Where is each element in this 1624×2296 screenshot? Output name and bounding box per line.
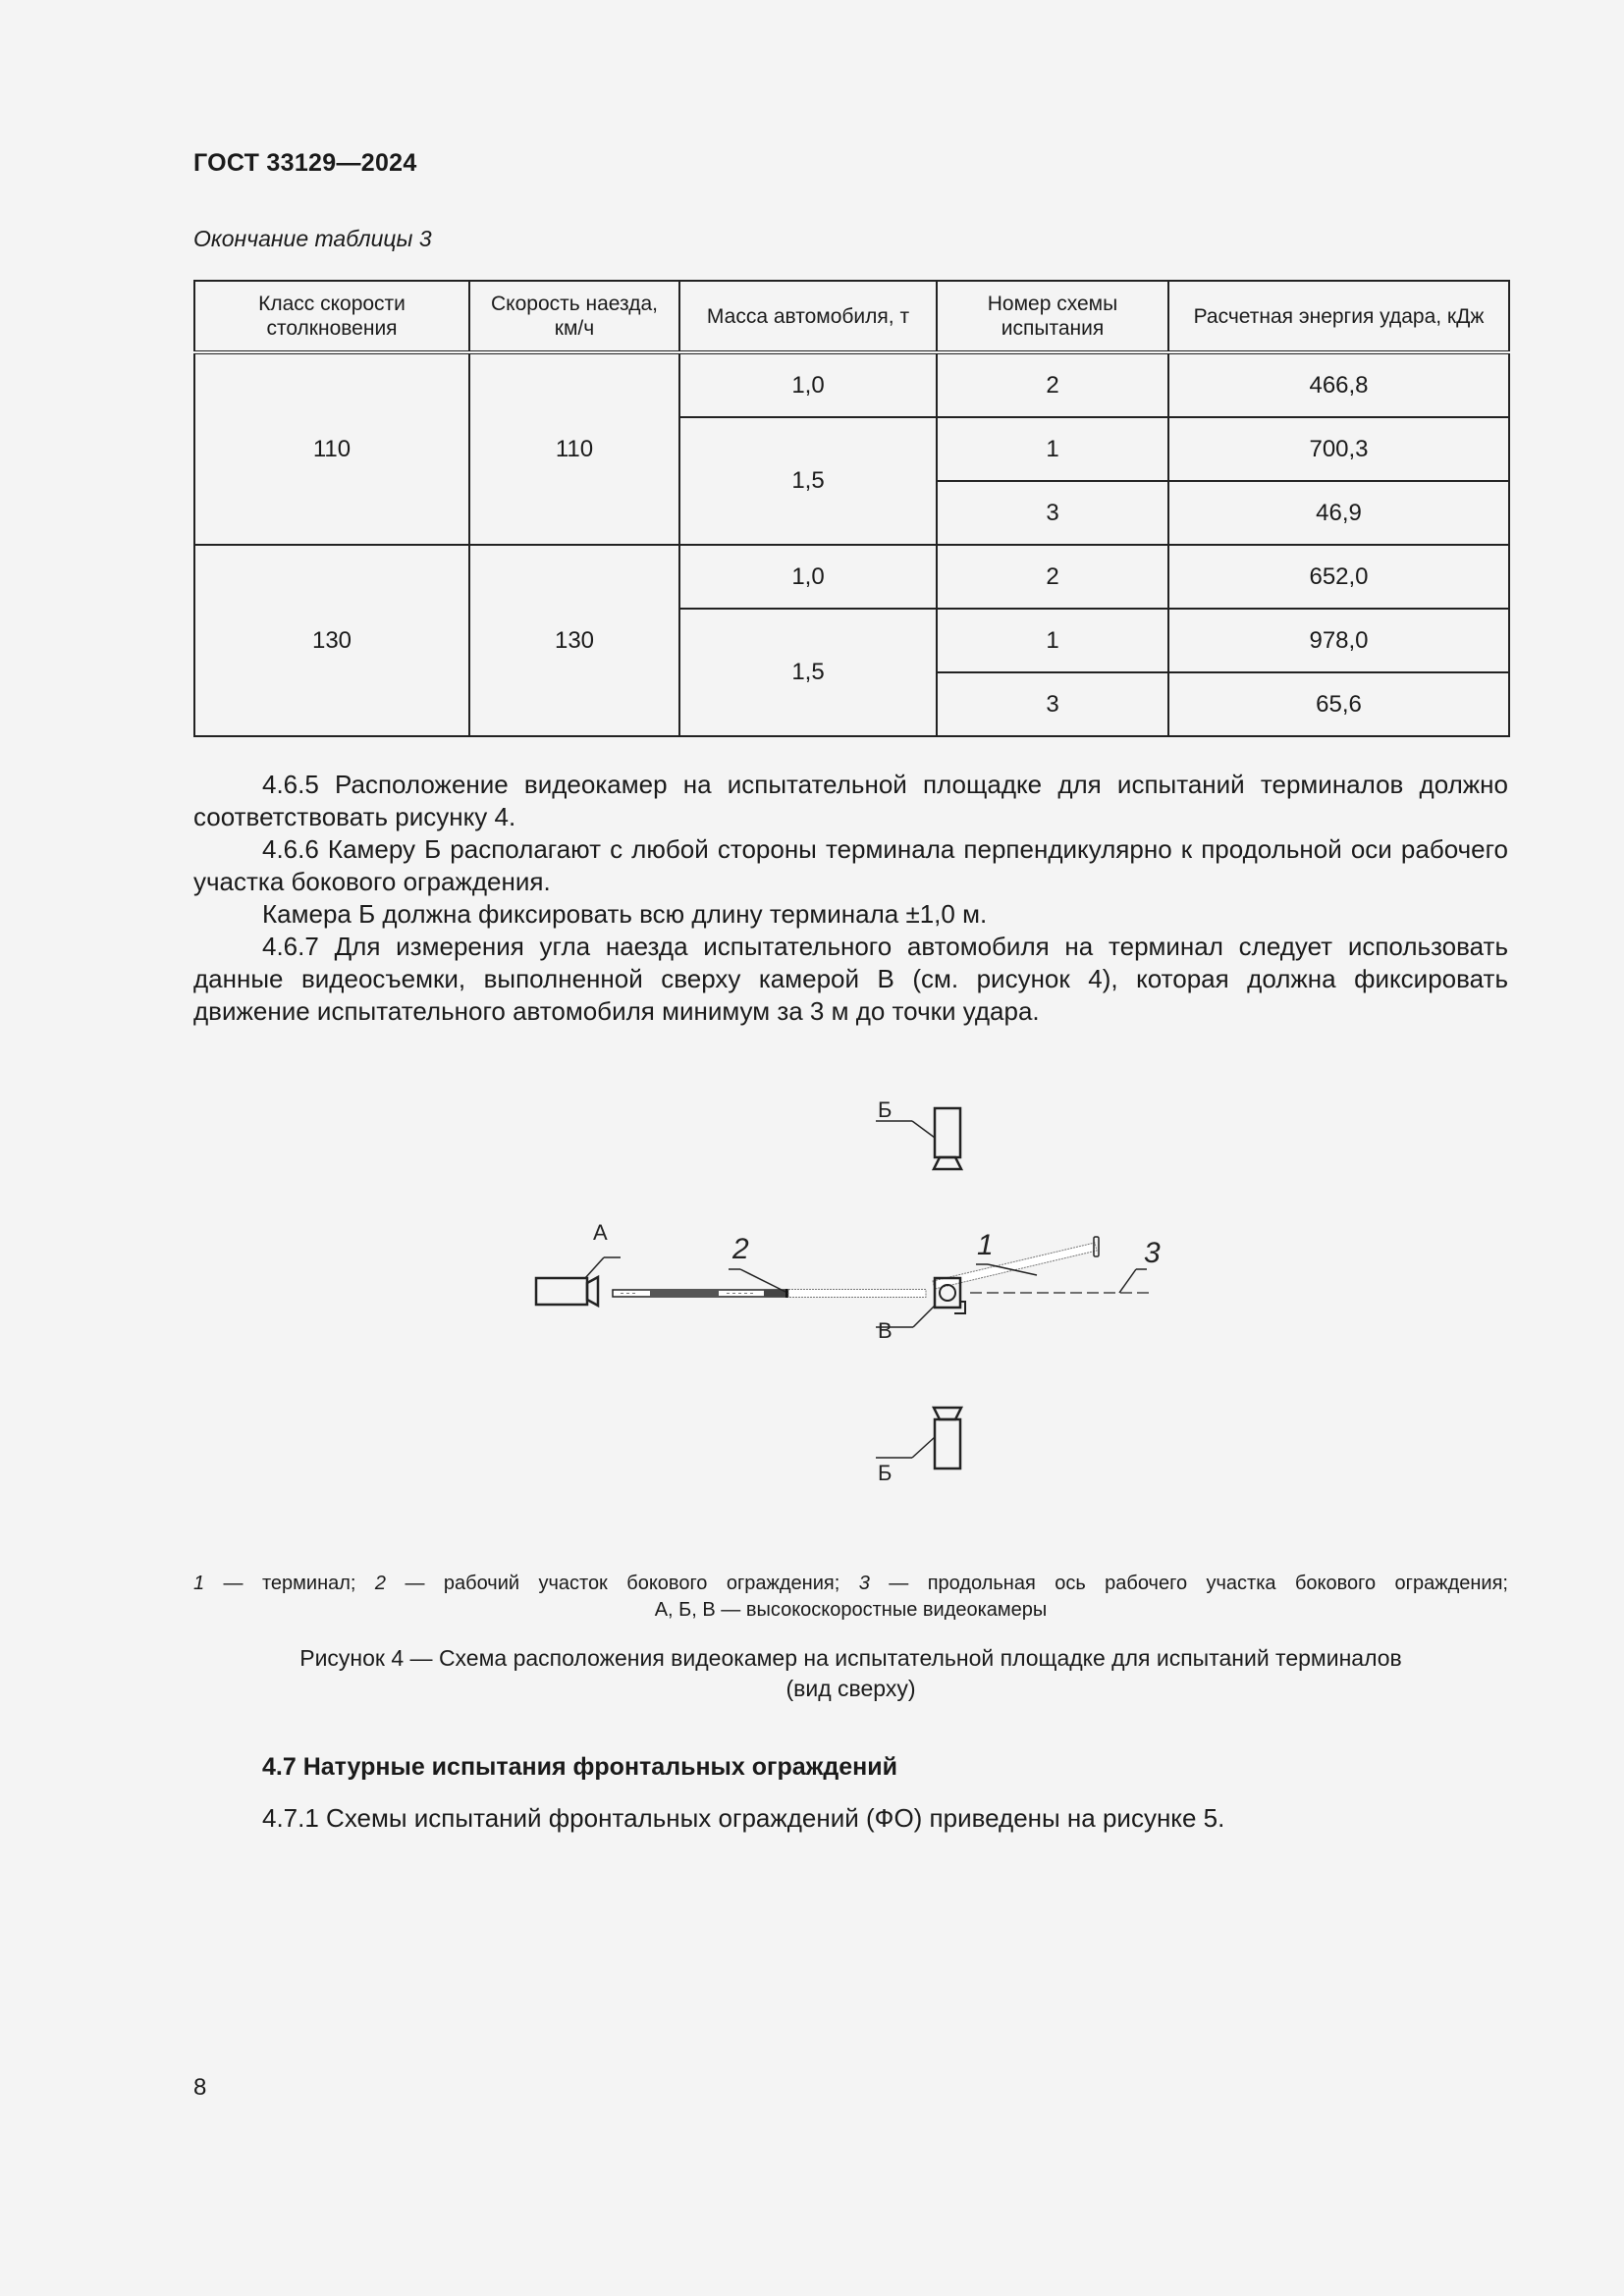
cell-mass: 1,0 <box>679 352 937 417</box>
label-a: А <box>593 1220 608 1245</box>
leader-a <box>585 1257 604 1278</box>
cell-speed: 130 <box>469 545 679 736</box>
leader-v <box>913 1306 935 1327</box>
legend-num-1: 1 <box>193 1573 205 1594</box>
barrier-working-section <box>613 1289 788 1298</box>
paragraph-4-6-6-b: Камера Б должна фиксировать всю длину терминала ±1,0 м. <box>262 899 988 929</box>
cell-energy: 65,6 <box>1168 672 1509 736</box>
camera-b-top-icon <box>934 1108 961 1169</box>
terminal-segment <box>933 1237 1099 1289</box>
figure-caption: Рисунок 4 — Схема расположения видеокамер на испытательной площадке для испытаний терминалов (вид сверху) <box>299 1645 1402 1701</box>
cell-energy: 466,8 <box>1168 352 1509 417</box>
leader-b-top <box>912 1121 935 1138</box>
cell-mass: 1,5 <box>679 417 937 545</box>
table-row <box>194 545 1509 609</box>
leader-2 <box>740 1269 785 1292</box>
table-header-row <box>194 281 1509 352</box>
figure-legend-line-1: 1 — терминал; 2 — рабочий участок бокового ограждения; 3 — продольная ось рабочего участка бокового ограждения; <box>193 1573 1508 1594</box>
legend-num-2: 2 <box>374 1573 387 1594</box>
cell-energy: 46,9 <box>1168 481 1509 545</box>
figure-legend-line-2: А, Б, В — высокоскоростные видеокамеры <box>654 1599 1048 1621</box>
body-text-block <box>193 769 1508 1028</box>
col-header-mass: Масса автомобиля, т <box>679 281 937 352</box>
table-3 <box>193 280 1510 737</box>
document-header: ГОСТ 33129—2024 <box>193 149 417 177</box>
label-b-bottom: Б <box>878 1461 893 1485</box>
cell-energy: 700,3 <box>1168 417 1509 481</box>
label-1: 1 <box>977 1229 994 1261</box>
cell-scheme: 3 <box>937 672 1168 736</box>
page-number: 8 <box>193 2074 207 2101</box>
figure-legend <box>193 1571 1508 1624</box>
figure-4-camera-layout <box>511 1090 1159 1512</box>
camera-b-bottom-icon <box>934 1408 961 1468</box>
label-v: В <box>878 1318 893 1343</box>
paragraph-4-6-7: 4.6.7 Для измерения угла наезда испытательного автомобиля на терминал следует использовать данные видеосъемки, выполненной сверху камерой В (см. рисунок 4), которая должна фиксировать движение испытательного автомобиля минимум за 3 м до точки удара. <box>193 932 1508 1026</box>
col-header-energy: Расчетная энергия удара, кДж <box>1168 281 1509 352</box>
cell-mass: 1,0 <box>679 545 937 609</box>
cell-scheme: 3 <box>937 481 1168 545</box>
paragraph-4-7-1: 4.7.1 Схемы испытаний фронтальных ограждений (ФО) приведены на рисунке 5. <box>262 1803 1225 1833</box>
cell-scheme: 1 <box>937 609 1168 672</box>
cell-energy: 978,0 <box>1168 609 1509 672</box>
table-row <box>194 352 1509 417</box>
label-3: 3 <box>1144 1237 1161 1269</box>
legend-num-3: 3 <box>858 1573 870 1594</box>
cell-scheme: 2 <box>937 352 1168 417</box>
camera-a-icon <box>536 1277 598 1306</box>
col-header-speed: Скорость наезда, км/ч <box>469 281 679 352</box>
col-header-class: Класс скорости столкновения <box>194 281 469 352</box>
table-continuation-label: Окончание таблицы 3 <box>193 226 432 251</box>
leader-b-bottom <box>912 1437 935 1458</box>
cell-scheme: 1 <box>937 417 1168 481</box>
barrier-transition <box>788 1290 926 1298</box>
paragraph-4-6-6: 4.6.6 Камеру Б располагают с любой стороны терминала перпендикулярно к продольной оси рабочего участка бокового ограждения. <box>193 834 1508 896</box>
cell-speed: 110 <box>469 352 679 545</box>
leader-3 <box>1119 1269 1136 1293</box>
label-2: 2 <box>732 1233 749 1265</box>
paragraph-4-6-5: 4.6.5 Расположение видеокамер на испытательной площадке для испытаний терминалов должно соответствовать рисунку 4. <box>193 770 1508 831</box>
col-header-scheme: Номер схемы испытания <box>937 281 1168 352</box>
label-b-top: Б <box>878 1097 893 1122</box>
cell-scheme: 2 <box>937 545 1168 609</box>
section-title-4-7: 4.7 Натурные испытания фронтальных ограждений <box>262 1753 897 1781</box>
cell-mass: 1,5 <box>679 609 937 736</box>
cell-class: 110 <box>194 352 469 545</box>
cell-energy: 652,0 <box>1168 545 1509 609</box>
cell-class: 130 <box>194 545 469 736</box>
